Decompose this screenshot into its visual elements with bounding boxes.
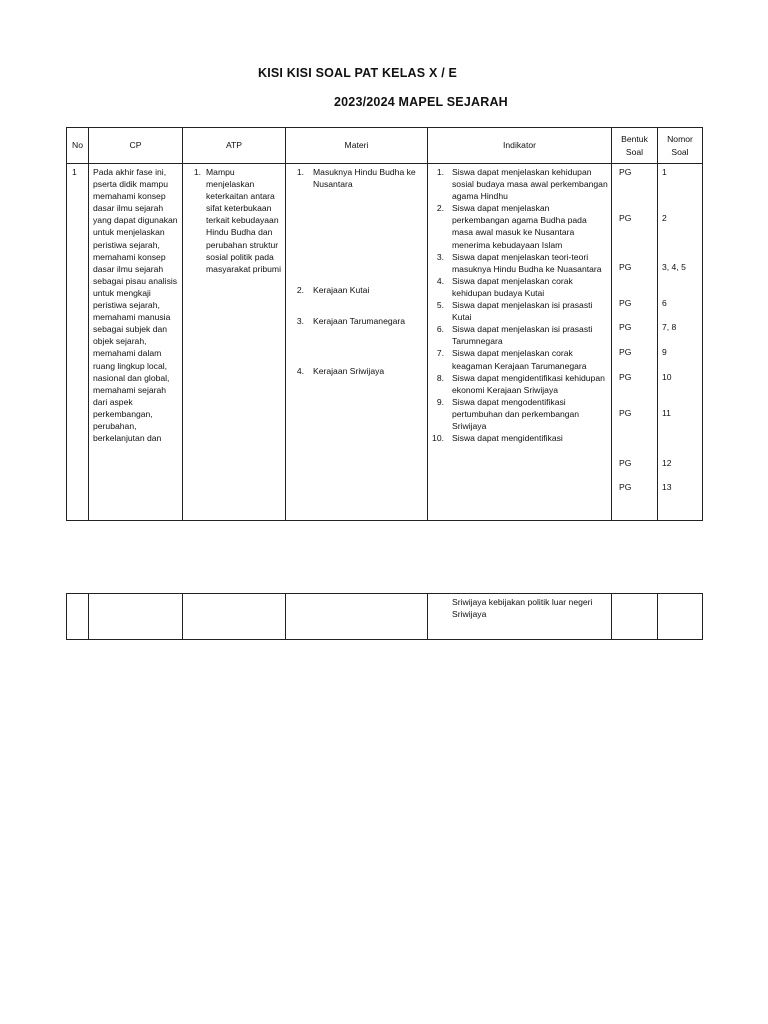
materi-item [290,284,425,296]
kisi-kisi-table-continuation [66,593,703,640]
indikator-item-number: 6. [436,324,444,335]
indikator-item-text: Siswa dapat mengidentifikasi [452,433,563,444]
header-cp: CP [89,128,183,164]
cell-no: 1 [67,164,89,521]
materi-item-text: Kerajaan Kutai [313,285,370,296]
materi-item-number: 1. [296,167,304,177]
indikator-item-number: 5. [436,300,444,311]
indikator-item-number: 3. [436,251,444,262]
indikator-item-text: Siswa dapat mengodentifikasi pertumbuhan dan perkembangan Sriwijaya [452,396,580,431]
materi-item [290,166,425,190]
indikator-item-number: 8. [436,372,444,383]
atp-list [187,166,283,275]
indikator-item [430,251,609,275]
document-title: KISI KISI SOAL PAT KELAS X / E [258,66,458,80]
materi-item-text: Masuknya Hindu Budha ke Nusantara [313,167,416,190]
nomor-soal-value: 12 [662,458,672,468]
indikator-item [430,347,609,371]
nomor-soal-value: 3, 4, 5 [662,262,686,272]
cont-cell-bentuk-soal [612,594,658,640]
cont-cell-indikator: Sriwijaya kebijakan politik luar negeri Sriwijaya [428,594,612,640]
materi-item-number: 3. [296,316,304,327]
header-indikator: Indikator [428,128,612,164]
kisi-kisi-table [66,127,703,521]
indikator-item-text: Siswa dapat menjelaskan kehidupan sosial budaya masa awal perkembangan agama Hindhu [452,167,608,202]
indikator-item [430,323,609,347]
bentuk-soal-value: PG [619,458,632,468]
nomor-soal-value: 6 [662,298,667,308]
header-atp: ATP [183,128,286,164]
bentuk-soal-value: PG [619,213,632,223]
bentuk-soal-value: PG [619,262,632,272]
cont-cell-no [67,594,89,640]
atp-item [187,166,283,275]
indikator-item-text: Siswa dapat menjelaskan teori-teori masuknya Hindu Budha ke Nuasantara [452,251,602,274]
nomor-soal-value: 13 [662,482,672,492]
cell-bentuk-soal [612,164,658,521]
indikator-item-text: Siswa dapat mengidentifikasi kehidupan ekonomi Kerajaan Sriwijaya [452,372,605,395]
cell-atp [183,164,286,521]
nomor-soal-value: 2 [662,213,667,223]
indikator-item-text: Siswa dapat menjelaskan corak kehidupan budaya Kutai [452,275,573,298]
header-nomor-soal: Nomor Soal [658,128,703,164]
materi-item-number: 4. [296,366,304,377]
cell-cp: Pada akhir fase ini, pserta didik mampu memahami konsep dasar ilmu sejarah yang dapat digunakan untuk menjelaskan peristiwa sejarah, memahami konsep dasar ilmu sejarah sebagai pisau analisis untuk mengkaji peristiwa sejarah, memahami manusia sebagai subjek dan objek sejarah, memahami dalam ruang lingkup local, nasional dan global, memahami sejarah dari aspek perkembangan, perubahan, berkelanjutan dan [89,164,183,521]
materi-item [290,365,425,377]
indikator-item-number: 7. [436,348,444,359]
indikator-list [430,166,609,444]
bentuk-soal-value: PG [619,167,632,177]
indikator-item-number: 2. [436,203,444,214]
indikator-item [430,299,609,323]
indikator-item [430,396,609,432]
nomor-soal-value: 11 [662,408,671,418]
cell-indikator [428,164,612,521]
indikator-item [430,432,609,444]
bentuk-soal-value: PG [619,298,632,308]
bentuk-soal-value: PG [619,347,632,357]
bentuk-soal-value: PG [619,372,632,382]
indikator-item [430,372,609,396]
indikator-item [430,166,609,202]
bentuk-soal-value: PG [619,408,632,418]
bentuk-soal-value: PG [619,322,632,332]
indikator-item-text: Siswa dapat menjelaskan isi prasasti Tarumnegara [452,324,593,347]
cell-nomor-soal [658,164,703,521]
materi-item-number: 2. [296,285,304,296]
bentuk-soal-value: PG [619,482,632,492]
header-materi: Materi [286,128,428,164]
indikator-item-text: Siswa dapat menjelaskan isi prasasti Kutai [452,300,593,323]
table-row-continuation [67,594,703,640]
indikator-item-text: Siswa dapat menjelaskan perkembangan agama Budha pada masa awal masuk ke Nusantara menerima kebudayaan Islam [452,203,587,250]
header-no: No [67,128,89,164]
document-subtitle: 2023/2024 MAPEL SEJARAH [334,95,508,109]
cont-cell-materi [286,594,428,640]
cont-cell-cp [89,594,183,640]
table-row [67,164,703,521]
indikator-item-text: Siswa dapat menjelaskan corak keagaman Kerajaan Tarumanegara [452,348,587,371]
indikator-item [430,202,609,250]
materi-item-text: Kerajaan Sriwijaya [313,366,385,377]
materi-item [290,315,425,327]
nomor-soal-value: 9 [662,347,667,357]
indikator-item [430,275,609,299]
nomor-soal-value: 1 [662,167,667,177]
indikator-item-number: 4. [436,275,444,286]
nomor-soal-value: 7, 8 [662,322,677,332]
cell-materi [286,164,428,521]
materi-list [290,166,425,377]
indikator-item-number: 9. [436,396,444,407]
materi-item-text: Kerajaan Tarumanegara [313,316,406,327]
indikator-item-number: 1. [436,167,444,177]
cont-cell-atp [183,594,286,640]
cont-cell-nomor-soal [658,594,703,640]
atp-item-number: 1. [193,167,201,177]
nomor-soal-value: 10 [662,372,672,382]
table-header-row [67,128,703,164]
atp-item-text: Mampu menjelaskan keterkaitan antara sifat keterbukaan terkait kebudayaan Hindu Budha dan perubahan struktur sosial politik pada masyarakat pribumi [206,167,281,274]
header-bentuk-soal: Bentuk Soal [612,128,658,164]
indikator-item-number: 10. [432,433,444,444]
